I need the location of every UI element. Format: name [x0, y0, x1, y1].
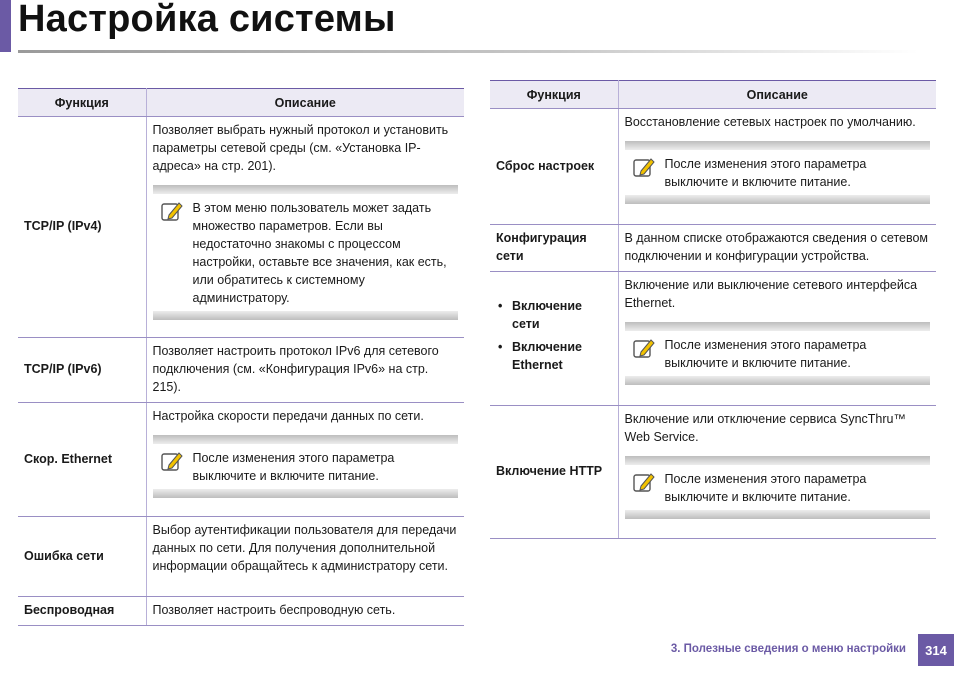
table-row — [490, 109, 936, 225]
note-text: После изменения этого параметра выключите и включите питание. — [192, 451, 395, 483]
row-description-cell — [618, 109, 936, 225]
row-description-cell — [618, 406, 936, 539]
note-box — [625, 322, 931, 385]
row-description: Позволяет настроить беспроводную сеть. — [146, 597, 464, 626]
row-description: Включение или отключение сервиса SyncThru™ Web Service. — [624, 412, 906, 444]
row-description: Настройка скорости передачи данных по сети. — [152, 409, 424, 423]
row-description: Включение или выключение сетевого интерфейса Ethernet. — [624, 278, 918, 310]
page-title: Настройка системы — [18, 0, 396, 40]
column-header-description: Описание — [618, 81, 936, 109]
column-header-description: Описание — [146, 89, 464, 117]
note-text: В этом меню пользователь может задать множество параметров. Если вы недостаточно знакомы с процессом настройки, оставьте все значения, как есть, или обратитесь к системному администратору. — [192, 201, 447, 305]
row-function: Скор. Ethernet — [18, 403, 146, 517]
list-item: • Включение Ethernet — [496, 338, 612, 374]
row-function: Беспроводная — [18, 597, 146, 626]
column-header-function: Функция — [18, 89, 146, 117]
note-box — [625, 141, 931, 204]
left-settings-table — [18, 88, 464, 626]
note-pencil-icon — [631, 155, 665, 183]
note-text: После изменения этого параметра выключите и включите питание. — [664, 157, 867, 189]
table-row — [490, 406, 936, 539]
note-text: После изменения этого параметра выключите и включите питание. — [664, 472, 867, 504]
row-function: TCP/IP (IPv4) — [18, 117, 146, 338]
note-pencil-icon — [631, 336, 665, 364]
note-pencil-icon — [159, 199, 193, 227]
row-description: Позволяет выбрать нужный протокол и установить параметры сетевой среды (см. «Установка IP-адреса» на стр. 201). — [152, 123, 449, 173]
table-row — [490, 225, 936, 272]
row-description-cell — [618, 272, 936, 406]
note-box — [625, 456, 931, 519]
title-accent-bar — [0, 0, 11, 52]
page-number: 314 — [918, 634, 954, 666]
row-function-cell — [490, 272, 618, 406]
table-row — [18, 517, 464, 597]
footer-chapter-link[interactable]: 3. Полезные сведения о меню настройки — [670, 643, 906, 655]
note-pencil-icon — [159, 449, 193, 477]
row-description: В данном списке отображаются сведения о сетевом подключении и конфигурации устройства. — [618, 225, 936, 272]
row-function: Включение HTTP — [490, 406, 618, 539]
note-text: После изменения этого параметра выключите и включите питание. — [664, 338, 867, 370]
table-row — [18, 117, 464, 338]
table-row — [490, 272, 936, 406]
row-description: Выбор аутентификации пользователя для передачи данных по сети. Для получения дополнительной информации обращайтесь к администратору сети. — [146, 517, 464, 597]
row-function: Конфигурация сети — [490, 225, 618, 272]
row-description-cell — [146, 403, 464, 517]
right-settings-table — [490, 80, 936, 539]
title-divider — [18, 50, 918, 53]
note-box — [153, 435, 459, 498]
note-box — [153, 185, 459, 320]
row-function: TCP/IP (IPv6) — [18, 338, 146, 403]
table-row — [18, 338, 464, 403]
table-row — [18, 597, 464, 626]
row-function: Ошибка сети — [18, 517, 146, 597]
list-item: • Включение сети — [496, 297, 612, 333]
row-description-cell — [146, 117, 464, 338]
note-pencil-icon — [631, 470, 665, 498]
row-description: Позволяет настроить протокол IPv6 для сетевого подключения (см. «Конфигурация IPv6» на стр. 215). — [146, 338, 464, 403]
table-row — [18, 403, 464, 517]
row-description: Восстановление сетевых настроек по умолчанию. — [624, 115, 916, 129]
row-function: Сброс настроек — [490, 109, 618, 225]
table-header-row — [18, 89, 464, 117]
column-header-function: Функция — [490, 81, 618, 109]
table-header-row — [490, 81, 936, 109]
function-list — [496, 297, 612, 374]
